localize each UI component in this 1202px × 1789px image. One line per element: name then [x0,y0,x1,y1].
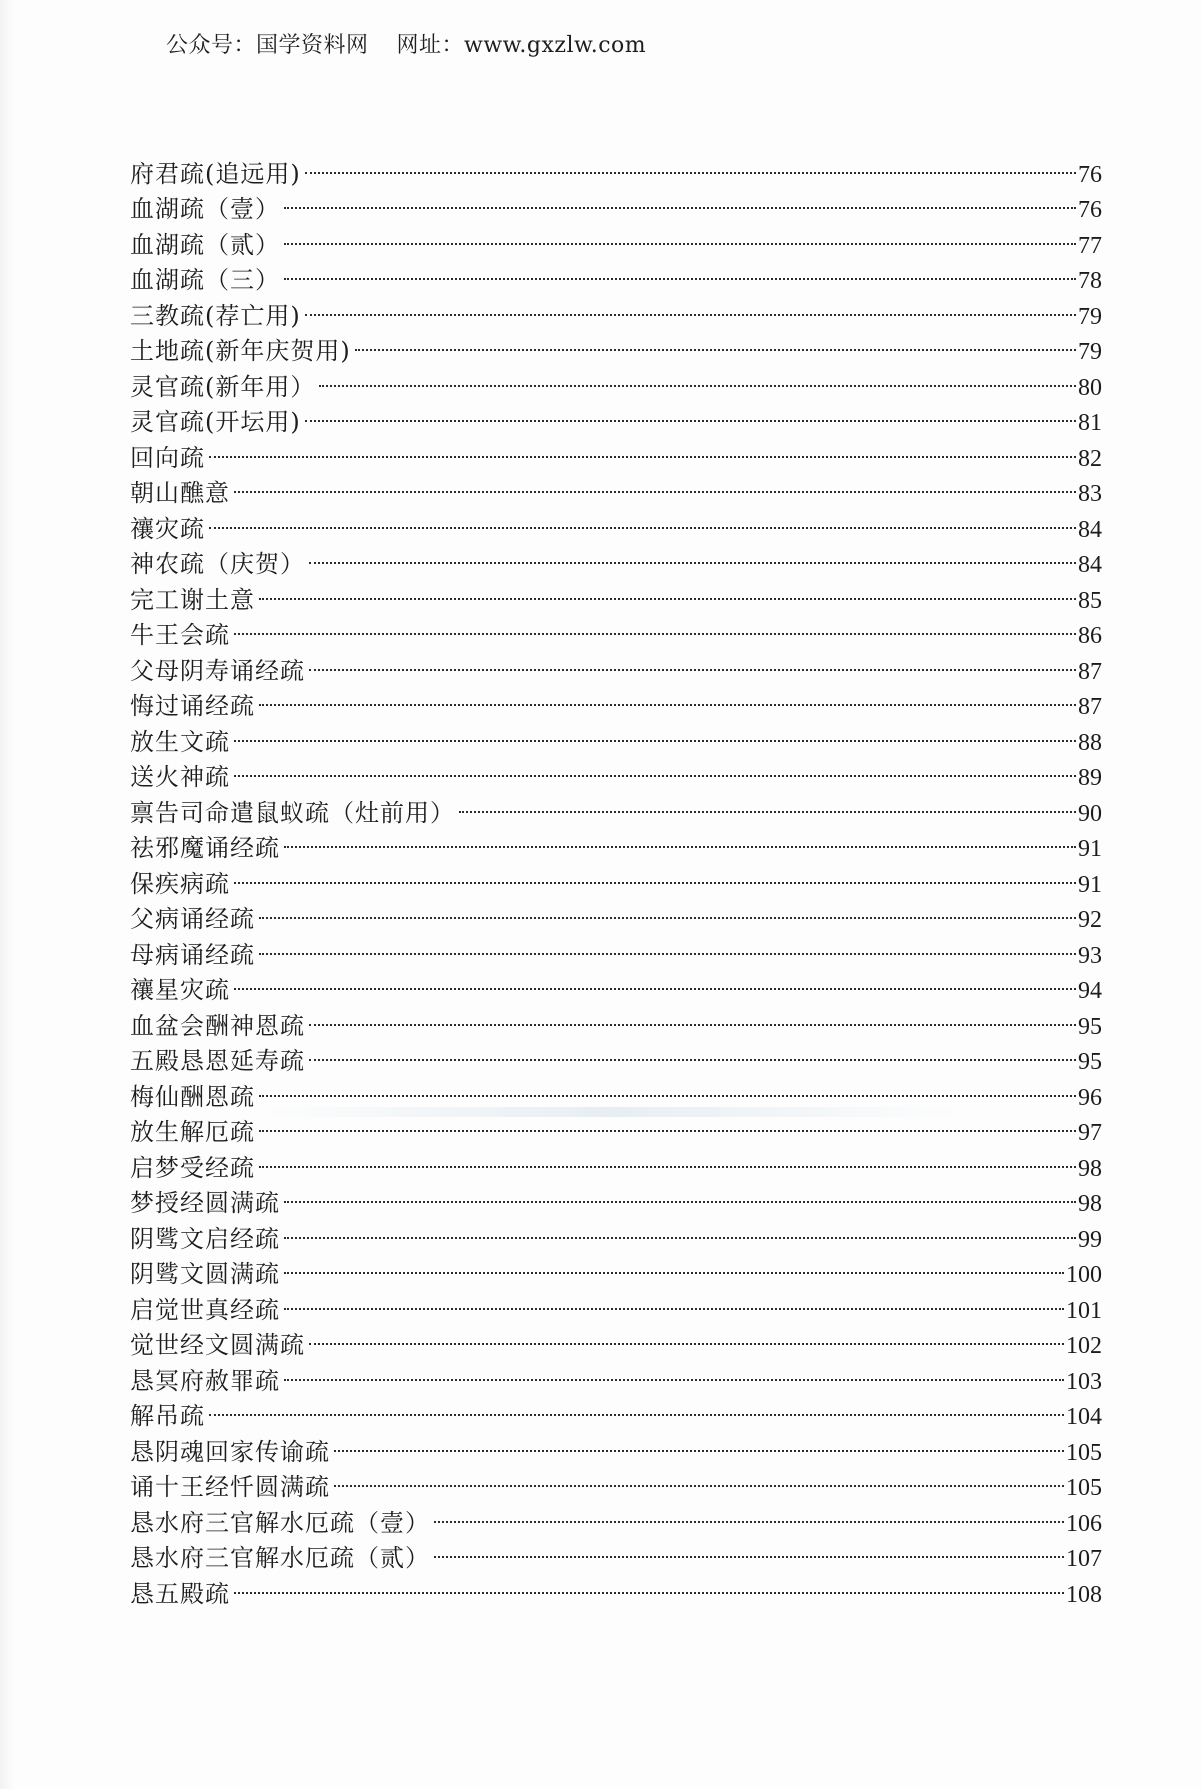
toc-entry-title: 禳灾疏 [130,514,205,543]
toc-entry-page-number: 86 [1078,623,1102,649]
toc-dot-leader [234,963,1076,999]
toc-dot-leader [434,1495,1064,1531]
toc-entry-page-number: 108 [1066,1581,1102,1608]
toc-entry-title: 诵十王经忏圆满疏 [130,1473,330,1501]
toc-entry-title: 祛邪魔诵经疏 [130,834,280,862]
toc-entry-title: 梦授经圆满疏 [130,1189,280,1217]
toc-entry-page-number: 107 [1066,1546,1102,1572]
toc-dot-leader [284,253,1076,289]
toc-entry-title: 禳星灾疏 [130,976,230,1004]
toc-entry-title: 阴骘文圆满疏 [130,1260,280,1288]
toc-entry [130,466,1102,507]
toc-entry-title: 神农疏（庆贺） [130,550,305,578]
toc-entry-title: 三教疏(荐亡用) [130,301,301,330]
toc-entry [130,146,1102,188]
toc-entry-title: 放生解厄疏 [130,1118,255,1146]
toc-dot-leader [334,1460,1064,1496]
toc-entry [130,963,1102,1004]
toc-dot-leader [209,430,1076,466]
toc-entry-page-number: 105 [1066,1475,1102,1501]
toc-entry-title: 送火神疏 [130,763,230,791]
toc-entry [130,1069,1102,1111]
toc-entry-page-number: 97 [1078,1120,1102,1146]
toc-entry [130,572,1102,614]
toc-entry-page-number: 84 [1078,552,1102,578]
toc-entry [130,1389,1102,1430]
toc-entry [130,537,1102,578]
toc-entry-title: 恳水府三官解水厄疏（贰） [130,1544,430,1572]
toc-entry-page-number: 83 [1078,481,1102,507]
toc-entry-title: 保疾病疏 [130,869,230,898]
toc-entry-title: 父母阴寿诵经疏 [130,656,305,685]
toc-entry-page-number: 95 [1078,1049,1102,1075]
toc-entry-page-number: 92 [1078,907,1102,933]
toc-entry-page-number: 96 [1078,1084,1102,1111]
toc-entry-title: 觉世经文圆满疏 [130,1331,305,1359]
toc-entry-title: 灵官疏(开坛用) [130,408,301,436]
toc-dot-leader [259,927,1076,963]
toc-dot-leader [234,608,1076,644]
toc-entry-page-number: 98 [1078,1191,1102,1217]
toc-entry-title: 牛王会疏 [130,621,230,649]
toc-entry-page-number: 87 [1078,694,1102,720]
toc-entry-page-number: 98 [1078,1155,1102,1182]
toc-entry-title: 府君疏(追远用) [130,159,301,188]
toc-entry-page-number: 101 [1066,1297,1102,1324]
toc-dot-leader [284,1353,1064,1389]
toc-entry [130,998,1102,1040]
toc-entry-page-number: 77 [1078,232,1102,259]
toc-entry-page-number: 103 [1066,1368,1102,1395]
toc-dot-leader [234,750,1076,786]
toc-entry [130,892,1102,933]
toc-entry-page-number: 89 [1078,765,1102,791]
toc-entry-page-number: 94 [1078,978,1102,1004]
toc-dot-leader [309,537,1076,573]
toc-entry-title: 五殿恳恩延寿疏 [130,1047,305,1075]
toc-dot-leader [259,679,1076,715]
toc-entry-page-number: 102 [1066,1333,1102,1359]
toc-entry [130,608,1102,649]
toc-dot-leader [319,359,1076,395]
toc-dot-leader [234,714,1076,750]
toc-dot-leader [234,856,1076,892]
toc-dot-leader [305,288,1076,324]
toc-dot-leader [305,146,1076,182]
toc-entry [130,714,1102,756]
toc-entry-title: 父病诵经疏 [130,905,255,933]
toc-entry-title: 梅仙酬恩疏 [130,1082,255,1111]
toc-dot-leader [259,1105,1076,1141]
toc-entry [130,501,1102,543]
table-of-contents [130,146,1102,1608]
toc-entry-title: 启觉世真经疏 [130,1295,280,1324]
toc-entry-page-number: 79 [1078,303,1102,330]
toc-entry-page-number: 104 [1066,1404,1102,1430]
toc-dot-leader [284,821,1076,857]
toc-dot-leader [259,892,1076,928]
toc-entry-title: 放生文疏 [130,727,230,756]
toc-entry-title: 解吊疏 [130,1402,205,1430]
toc-entry-page-number: 99 [1078,1226,1102,1253]
toc-dot-leader [234,466,1076,502]
toc-entry-page-number: 85 [1078,587,1102,614]
toc-entry [130,1105,1102,1146]
toc-entry-page-number: 82 [1078,445,1102,472]
toc-entry-page-number: 91 [1078,871,1102,898]
toc-dot-leader [259,572,1076,608]
toc-entry-title: 恳水府三官解水厄疏（壹） [130,1508,430,1537]
site-label: 网址：www.gxzlw.com [396,33,647,58]
toc-dot-leader [434,1531,1064,1567]
toc-dot-leader [209,1389,1064,1425]
toc-dot-leader [234,1566,1064,1602]
toc-dot-leader [284,182,1076,218]
toc-entry-page-number: 84 [1078,516,1102,543]
toc-dot-leader [259,1140,1076,1176]
toc-entry-title: 回向疏 [130,443,205,472]
toc-entry-page-number: 100 [1066,1262,1102,1288]
source-watermark [166,28,646,59]
toc-entry-page-number: 90 [1078,800,1102,827]
toc-dot-leader [309,643,1076,679]
toc-dot-leader [209,501,1076,537]
toc-entry-title: 启梦受经疏 [130,1153,255,1182]
toc-entry [130,1424,1102,1466]
toc-entry-title: 血湖疏（壹） [130,195,280,223]
toc-entry-page-number: 91 [1078,836,1102,862]
toc-entry-title: 恳冥府赦罪疏 [130,1366,280,1395]
toc-entry-title: 禀告司命遣鼠蚁疏（灶前用） [130,798,455,827]
toc-entry-page-number: 80 [1078,374,1102,401]
toc-entry-page-number: 88 [1078,729,1102,756]
toc-dot-leader [355,324,1076,360]
toc-entry [130,1140,1102,1182]
toc-dot-leader [334,1424,1064,1460]
toc-dot-leader [309,1034,1076,1070]
toc-dot-leader [309,998,1076,1034]
toc-entry-title: 灵官疏(新年用） [130,372,316,401]
toc-entry-page-number: 106 [1066,1510,1102,1537]
toc-entry-page-number: 79 [1078,339,1102,365]
toc-entry-title: 朝山醮意 [130,479,230,507]
toc-entry-title: 完工谢土意 [130,585,255,614]
toc-entry-title: 阴骘文启经疏 [130,1224,280,1253]
toc-entry-page-number: 93 [1078,942,1102,969]
toc-entry-title: 悔过诵经疏 [130,692,255,720]
toc-entry-page-number: 95 [1078,1013,1102,1040]
toc-entry-page-number: 76 [1078,197,1102,223]
toc-dot-leader [284,1282,1064,1318]
toc-entry-title: 土地疏(新年庆贺用) [130,337,351,365]
toc-dot-leader [284,1211,1076,1247]
toc-entry-page-number: 105 [1066,1439,1102,1466]
toc-entry [130,927,1102,969]
toc-dot-leader [305,395,1076,431]
toc-entry-page-number: 76 [1078,161,1102,188]
toc-entry-title: 恳阴魂回家传谕疏 [130,1437,330,1466]
toc-entry [130,856,1102,898]
toc-dot-leader [284,217,1076,253]
account-label: 公众号：国学资料网 [166,33,369,58]
toc-dot-leader [259,1069,1076,1105]
toc-entry [130,679,1102,720]
toc-dot-leader [459,785,1076,821]
toc-dot-leader [284,1247,1064,1283]
toc-entry [130,430,1102,472]
toc-entry-title: 血盆会酬神恩疏 [130,1011,305,1040]
toc-entry [130,1176,1102,1217]
toc-entry [130,785,1102,827]
toc-entry-title: 母病诵经疏 [130,940,255,969]
toc-entry-title: 恳五殿疏 [130,1579,230,1608]
toc-dot-leader [284,1176,1076,1212]
toc-entry [130,1566,1102,1608]
toc-entry-page-number: 81 [1078,410,1102,436]
toc-entry [130,643,1102,685]
toc-entry-title: 血湖疏（三） [130,266,280,294]
toc-entry [130,750,1102,791]
toc-entry-title: 血湖疏（贰） [130,230,280,259]
toc-entry-page-number: 78 [1078,268,1102,294]
toc-entry-page-number: 87 [1078,658,1102,685]
toc-dot-leader [309,1318,1064,1354]
